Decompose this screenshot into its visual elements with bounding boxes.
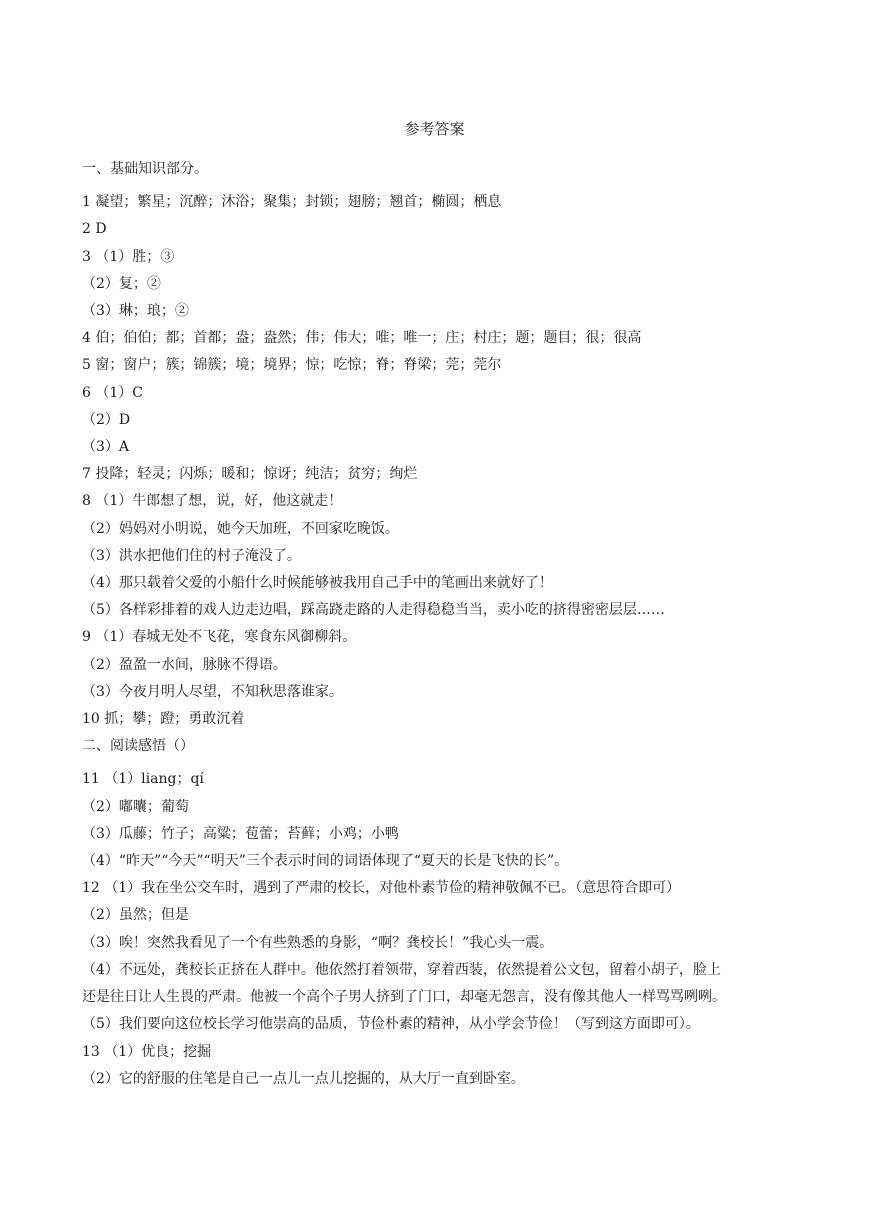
answer-line: 5 窗；窗户；簇；锦簇；境；境界；惊；吃惊；脊；脊梁；莞；莞尔 [82,357,502,374]
answer-line: 10 抓；攀；蹬；勇敢沉着 [82,711,245,728]
answer-line: （5）各样彩排着的戏人边走边唱，踩高跷走路的人走得稳稳当当，卖小吃的挤得密密层层…… [82,602,665,619]
answer-line: 11 （1）liang；qí [82,771,204,788]
page-title: 参考答案 [404,120,465,138]
answer-line: （3）瓜藤；竹子；高粱；苞蕾；苔藓；小鸡；小鸭 [82,825,399,842]
answer-line: （4）不远处，龚校长正挤在人群中。他依然打着领带，穿着西装，依然提着公文包，留着小胡子，脸上 [82,961,721,978]
answer-line: 13 （1）优良；挖掘 [82,1043,212,1060]
answer-line: 3 （1）胜；③ [82,248,175,265]
answer-line: 2 D [82,221,107,238]
section-heading-reading: 二、阅读感悟（） [82,738,194,755]
answer-line: （4）那只载着父爱的小船什么时候能够被我用自己手中的笔画出来就好了！ [82,575,553,592]
answer-line: （2）嘟囔；葡萄 [82,798,189,815]
answer-line: （2）D [82,411,131,428]
answer-line: （2）复；② [82,275,161,292]
answer-line: （2）妈妈对小明说，她今天加班，不回家吃晚饭。 [82,520,399,537]
answer-line: （2）盈盈一水间，脉脉不得语。 [82,656,287,673]
answer-line: 12 （1）我在坐公交车时，遇到了严肃的校长，对他朴素节俭的精神敬佩不已。（意思符合即可） [82,880,681,897]
answer-line: （3）唉！突然我看见了一个有些熟悉的身影，“啊？龚校长！”我心头一震。 [82,934,554,951]
answer-line: （4）“昨天”“今天”“明天”三个表示时间的词语体现了“夏天的长是飞快的长”。 [82,853,569,870]
answer-line: （5）我们要向这位校长学习他崇高的品质，节俭朴素的精神，从小学会节俭！（写到这方面即可）。 [82,1016,700,1033]
answer-line: 8 （1）牛郎想了想，说，好，他这就走！ [82,493,343,510]
answer-line: 9 （1）春城无处不飞花，寒食东风御柳斜。 [82,629,357,646]
answer-line: 还是往日让人生畏的严肃。他被一个高个子男人挤到了门口，却毫无怨言，没有像其他人一样骂骂咧咧。 [82,989,726,1006]
answer-line: 6 （1）C [82,384,143,401]
answer-line: （3）洪水把他们住的村子淹没了。 [82,547,301,564]
answer-content [82,156,787,1093]
answer-line: 7 投降；轻灵；闪烁；暖和；惊讶；纯洁；贫穷；绚烂 [82,466,418,483]
answer-line: （3）A [82,439,130,456]
answer-line: （3）琳；琅；② [82,303,189,320]
answer-line: （3）今夜月明人尽望，不知秋思落谁家。 [82,683,343,700]
answer-line: （2）虽然；但是 [82,907,189,924]
answer-line: （2）它的舒服的住笔是自己一点儿一点儿挖掘的，从大厅一直到卧室。 [82,1070,525,1087]
answer-line: 4 伯；伯伯；都；首都；盎；盎然；伟；伟大；唯；唯一；庄；村庄；题；题目；很；很高 [82,330,642,347]
section-heading-basic: 一、基础知识部分。 [82,161,208,177]
answer-line: 1 凝望；繁星；沉醉；沐浴；聚集；封锁；翅膀；翘首；椭圆；栖息 [82,194,502,211]
